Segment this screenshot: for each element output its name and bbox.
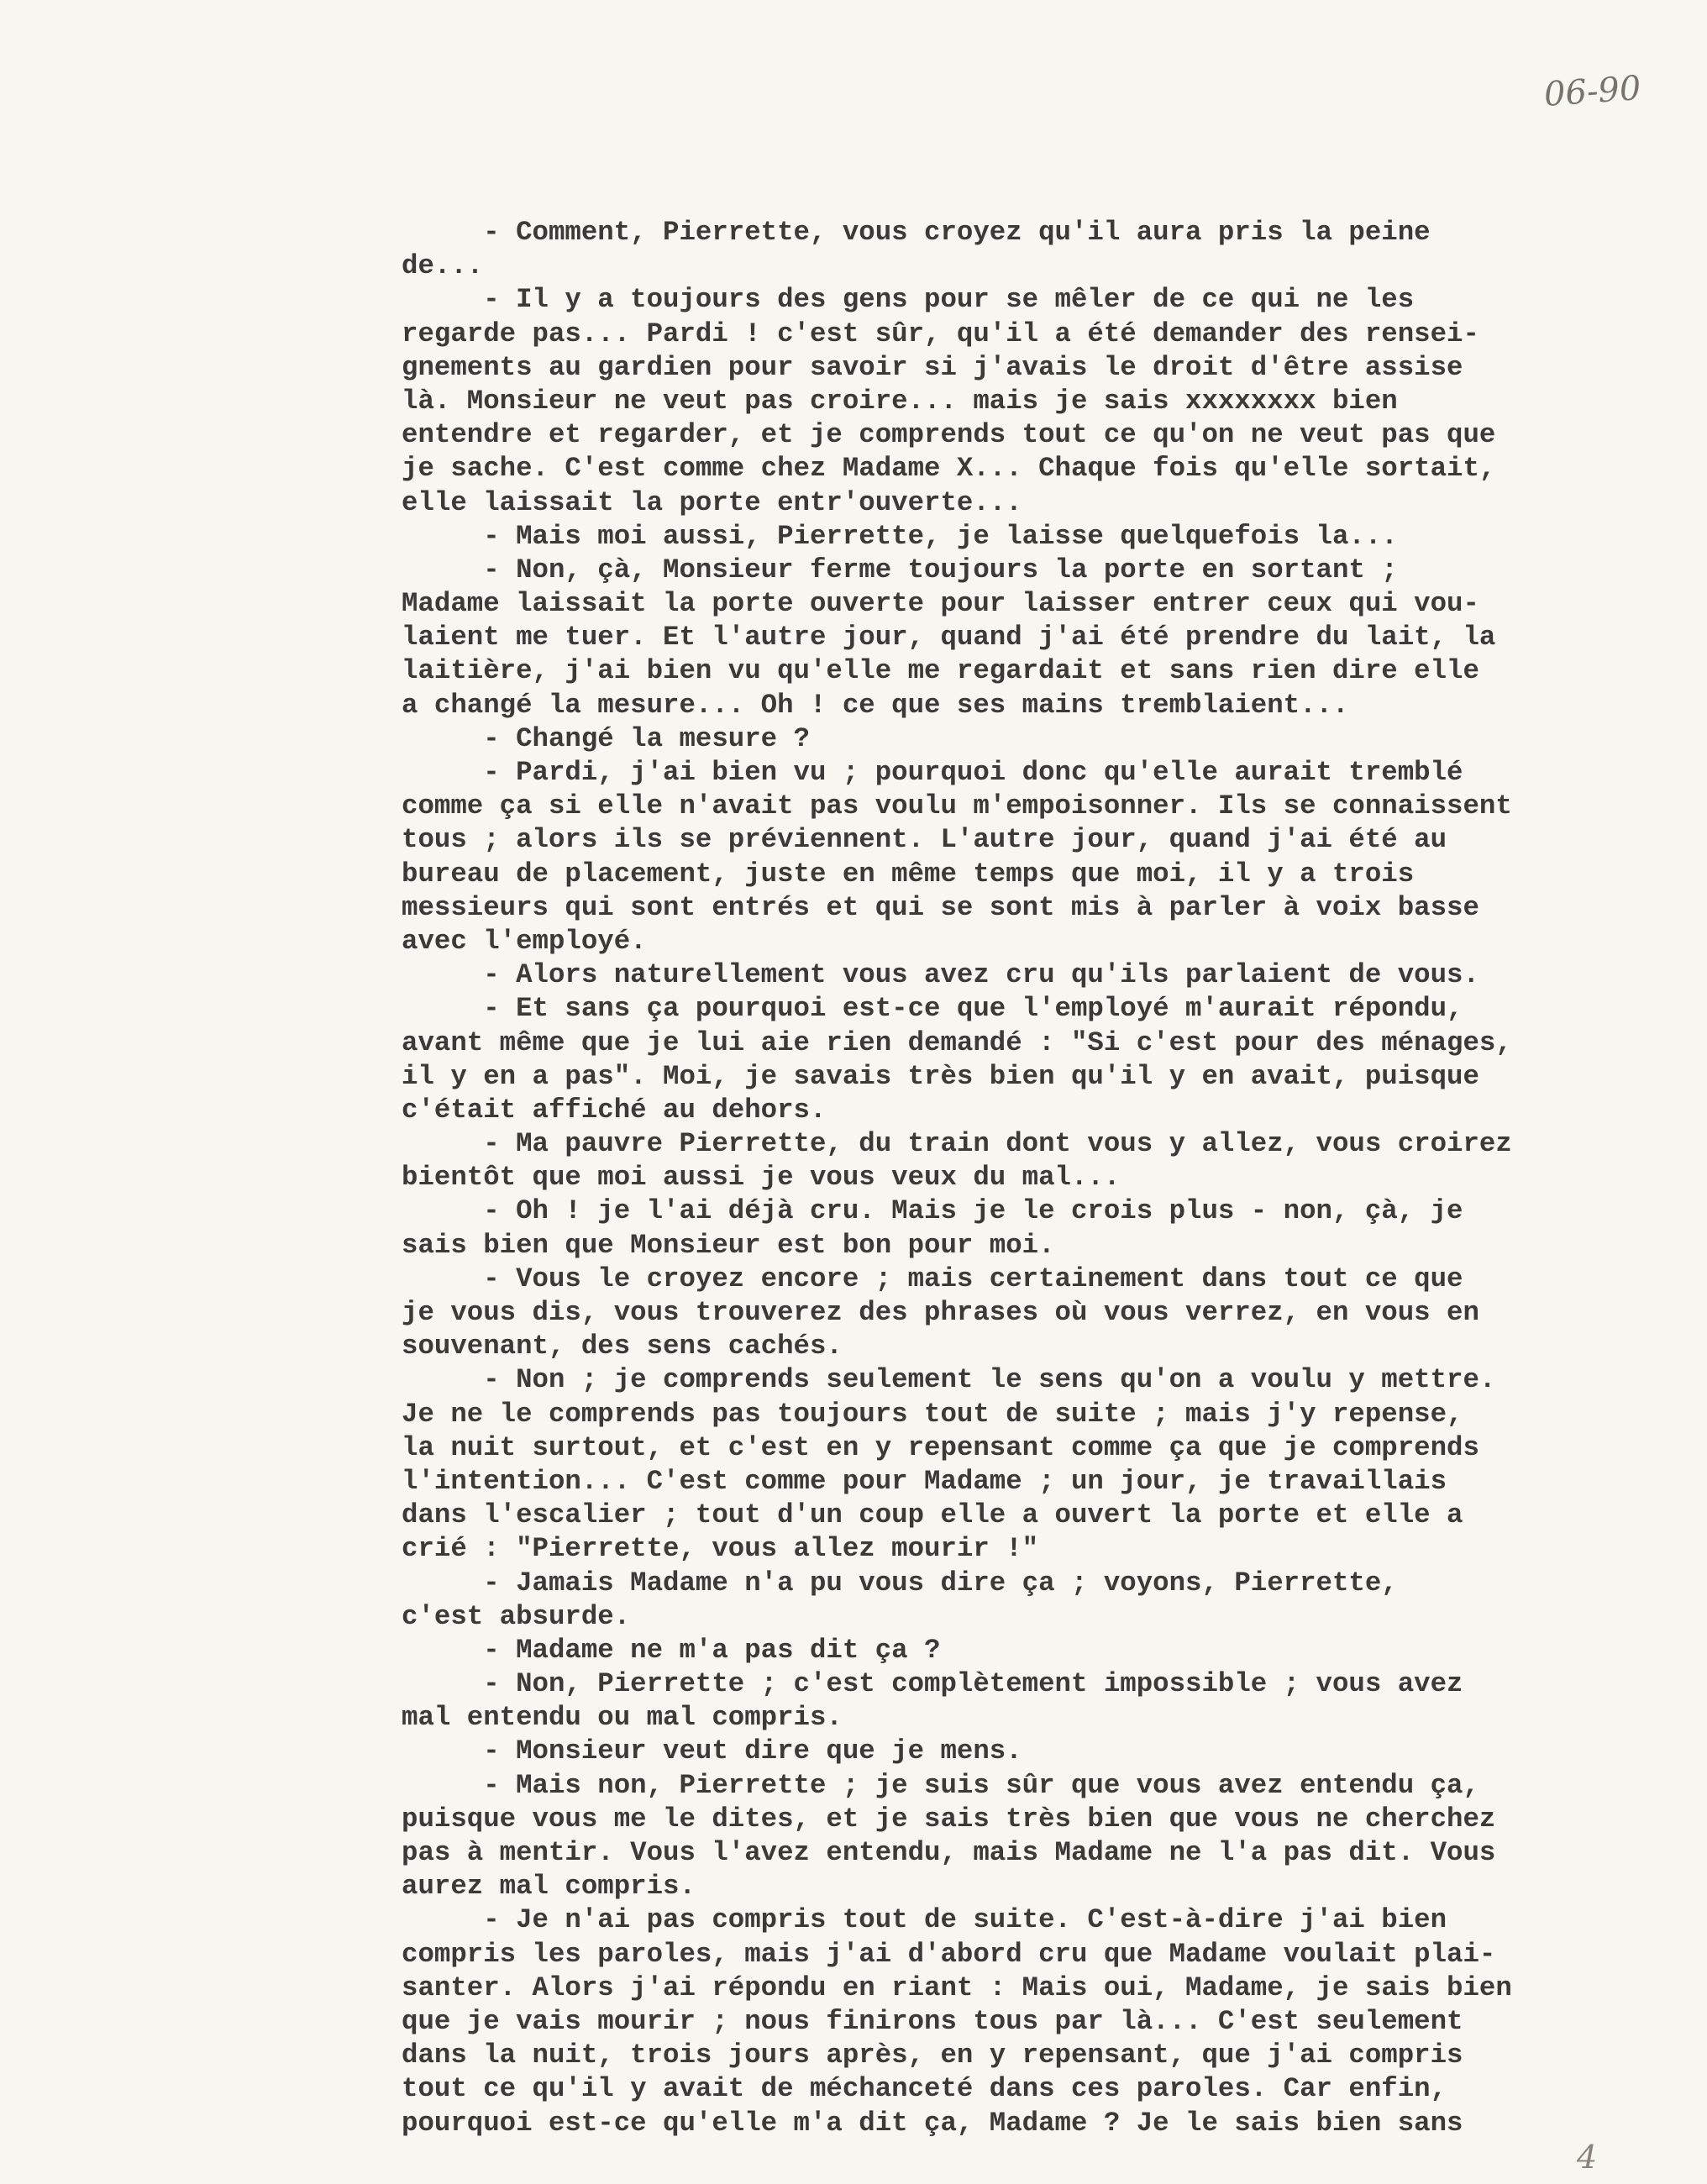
text-line: - Mais non, Pierrette ; je suis sûr que vous avez entendu ça, [402,1769,1479,1801]
text-line: - Non ; je comprends seulement le sens qu'on a voulu y mettre. [402,1364,1496,1396]
text-line: puisque vous me le dites, et je sais très bien que vous ne cherchez [402,1803,1496,1835]
text-line: comme ça si elle n'avait pas voulu m'empoisonner. Ils se connaissent [402,790,1512,822]
text-line: - Il y a toujours des gens pour se mêler de ce qui ne les [402,284,1415,316]
text-line: dans l'escalier ; tout d'un coup elle a ouvert la porte et elle a [402,1499,1463,1531]
text-line-with-strikeout [402,385,1678,418]
text-line: - Non, çà, Monsieur ferme toujours la porte en sortant ; [402,554,1398,585]
text-line: aurez mal compris. [402,1871,696,1903]
text-line: souvenant, des sens cachés. [402,1331,843,1362]
text-line: c'est absurde. [402,1600,631,1632]
text-line: - Ma pauvre Pierrette, du train dont vous y allez, vous croirez [402,1128,1512,1160]
text-line: Madame laissait la porte ouverte pour laisser entrer ceux qui vou- [402,588,1479,620]
text-line: je sache. C'est comme chez Madame X... Chaque fois qu'elle sortait, [402,453,1496,485]
text-line: - Vous le croyez encore ; mais certainement dans tout ce que [402,1263,1463,1294]
text-line: c'était affiché au dehors. [402,1094,827,1126]
text-line: elle laissait la porte entr'ouverte... [402,486,1022,518]
text-line: - Et sans ça pourquoi est-ce que l'employé m'aurait répondu, [402,993,1463,1025]
text-line: mal entendu ou mal compris. [402,1702,843,1734]
text-line: tous ; alors ils se préviennent. L'autre jour, quand j'ai été au [402,824,1447,856]
text-line: laitière, j'ai bien vu qu'elle me regardait et sans rien dire elle [402,655,1479,687]
text-line: messieurs qui sont entrés et qui se sont mis à parler à voix basse [402,891,1479,923]
typescript-body [402,216,1678,2140]
text-line: que je vais mourir ; nous finirons tous par là... C'est seulement [402,2005,1463,2037]
text-line: - Monsieur veut dire que je mens. [402,1735,1022,1767]
text-line: a changé la mesure... Oh ! ce que ses mains tremblaient... [402,689,1349,721]
page-mark: 4 [1577,2139,1598,2176]
text-line: je vous dis, vous trouverez des phrases où vous verrez, en vous en [402,1297,1479,1328]
text-line: l'intention... C'est comme pour Madame ; un jour, je travaillais [402,1465,1447,1497]
text-line: sais bien que Monsieur est bon pour moi. [402,1229,1055,1261]
text-line: - Mais moi aussi, Pierrette, je laisse quelquefois la... [402,520,1398,552]
text-line: tout ce qu'il y avait de méchanceté dans ces paroles. Car enfin, [402,2073,1447,2105]
text-line: compris les paroles, mais j'ai d'abord cru que Madame voulait plai- [402,1938,1496,1970]
text-line: Je ne le comprends pas toujours tout de suite ; mais j'y repense, [402,1398,1463,1430]
text-line: - Alors naturellement vous avez cru qu'ils parlaient de vous. [402,959,1479,991]
line-text-continued: bien [1316,385,1398,417]
text-line: bientôt que moi aussi je vous veux du mal... [402,1162,1121,1194]
text-line: - Comment, Pierrette, vous croyez qu'il aura pris la peine [402,217,1431,248]
text-line: pas à mentir. Vous l'avez entendu, mais Madame ne l'a pas dit. Vous [402,1837,1496,1868]
text-line: de... [402,250,484,282]
line-text: là. Monsieur ne veut pas croire... mais je sais [402,385,1186,417]
text-line: regarde pas... Pardi ! c'est sûr, qu'il a été demander des rensei- [402,318,1479,349]
text-line: - Changé la mesure ? [402,722,810,754]
text-line: il y en a pas". Moi, je savais très bien qu'il y en avait, puisque [402,1060,1479,1092]
text-line: - Pardi, j'ai bien vu ; pourquoi donc qu'elle aurait tremblé [402,757,1463,788]
folio-number: 06-90 [1542,69,1642,114]
text-line: laient me tuer. Et l'autre jour, quand j'ai été prendre du lait, la [402,622,1496,654]
text-line: avec l'employé. [402,925,647,957]
text-line: - Jamais Madame n'a pu vous dire ça ; voyons, Pierrette, [402,1567,1398,1599]
text-line: - Non, Pierrette ; c'est complètement impossible ; vous avez [402,1668,1463,1700]
text-line: avant même que je lui aie rien demandé : "Si c'est pour des ménages, [402,1026,1512,1058]
text-line: - Madame ne m'a pas dit ça ? [402,1634,941,1666]
text-line: bureau de placement, juste en même temps que moi, il y a trois [402,858,1415,890]
struck-out-word: xxxxxxxx [1185,385,1316,417]
text-line: pourquoi est-ce qu'elle m'a dit ça, Madame ? Je le sais bien sans [402,2107,1463,2139]
text-line: dans la nuit, trois jours après, en y repensant, que j'ai compris [402,2040,1463,2071]
text-line: - Je n'ai pas compris tout de suite. C'est-à-dire j'ai bien [402,1904,1447,1936]
text-line: la nuit surtout, et c'est en y repensant comme ça que je comprends [402,1431,1479,1463]
text-line: crié : "Pierrette, vous allez mourir !" [402,1533,1039,1565]
text-line: - Oh ! je l'ai déjà cru. Mais je le crois plus - non, çà, je [402,1195,1463,1227]
text-line: santer. Alors j'ai répondu en riant : Mais oui, Madame, je sais bien [402,1971,1512,2003]
text-line: gnements au gardien pour savoir si j'avais le droit d'être assise [402,351,1463,383]
text-line: entendre et regarder, et je comprends tout ce qu'on ne veut pas que [402,419,1496,451]
